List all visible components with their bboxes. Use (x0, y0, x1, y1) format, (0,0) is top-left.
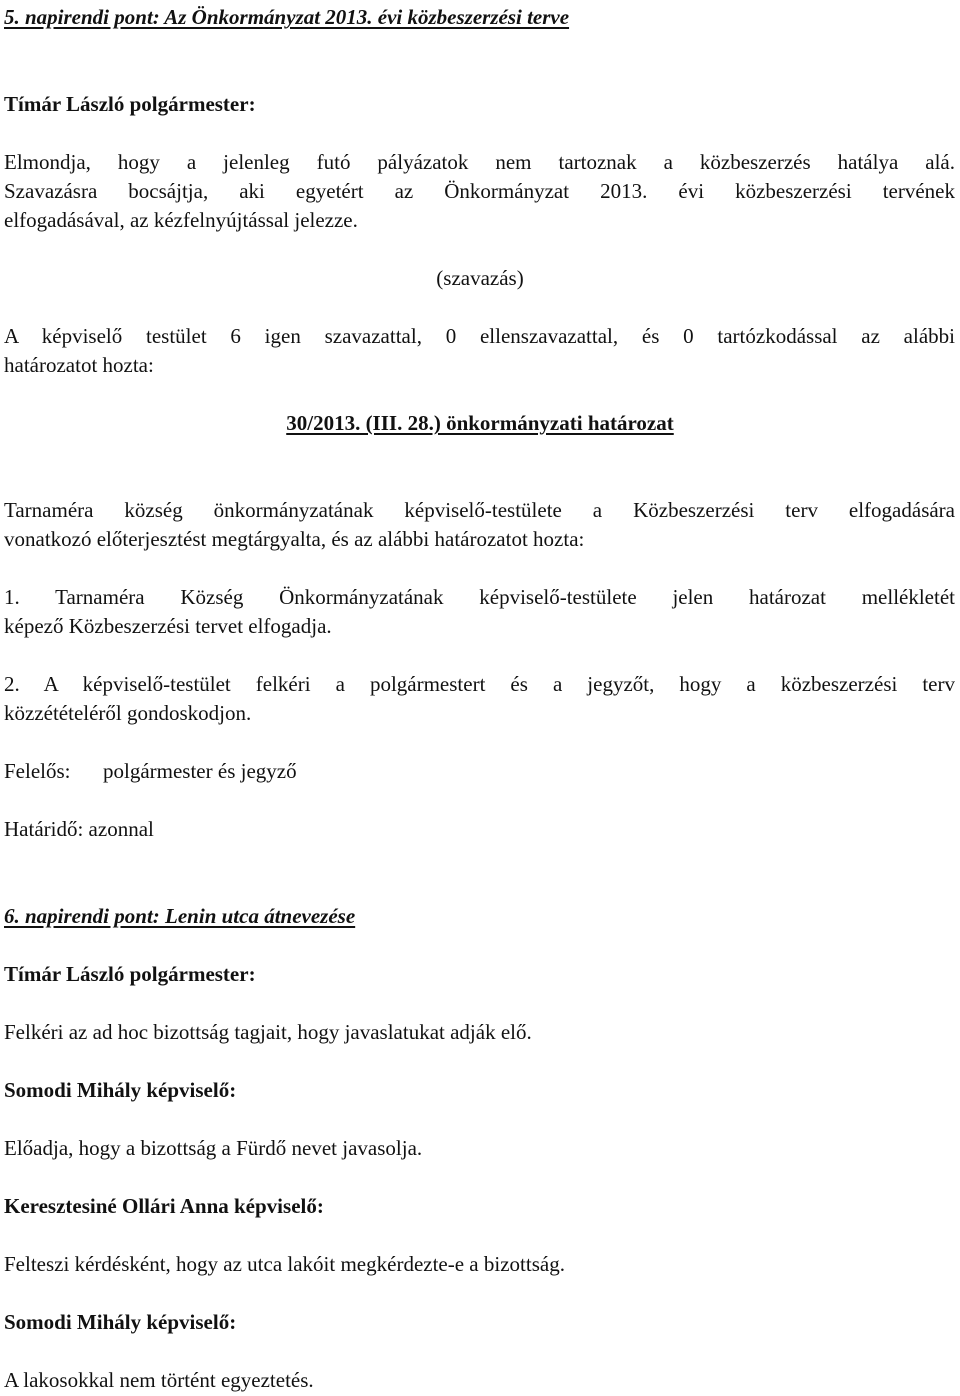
section-heading: 6. napirendi pont: Lenin utca átnevezése (4, 904, 356, 928)
resolution-point-2-line: közzétételéről gondoskodjon. (4, 701, 252, 725)
resolution-intro-line: vonatkozó előterjesztést megtárgyalta, és az alábbi határozatot hozta: (4, 527, 585, 551)
paragraph-line: elfogadásával, az kézfelnyújtással jelezze. (4, 208, 358, 232)
vote-result-line: A képviselő testület 6 igen szavazattal, 0 ellenszavazattal, és 0 tartózkodással az alábbi (4, 324, 955, 348)
voting-note: (szavazás) (436, 266, 524, 290)
statement-text: Felkéri az ad hoc bizottság tagjait, hogy javaslatukat adják elő. (4, 1020, 532, 1044)
deadline-line: Határidő: azonnal (4, 817, 154, 841)
responsible-label: Felelős: (4, 759, 71, 783)
resolution-point-1-line: képező Közbeszerzési tervet elfogadja. (4, 614, 332, 638)
responsible-value: polgármester és jegyző (103, 759, 297, 783)
statement-text: A lakosokkal nem történt egyeztetés. (4, 1368, 314, 1392)
vote-result-line: határozatot hozta: (4, 353, 154, 377)
resolution-intro-line: Tarnaméra község önkormányzatának képviselő-testülete a Közbeszerzési terv elfogadására (4, 498, 955, 522)
statement-text: Előadja, hogy a bizottság a Fürdő nevet javasolja. (4, 1136, 423, 1160)
speaker-name: Tímár László polgármester: (4, 962, 256, 986)
statement-text: Felteszi kérdésként, hogy az utca lakóit megkérdezte-e a bizottság. (4, 1252, 565, 1276)
speaker-name: Somodi Mihály képviselő: (4, 1310, 237, 1334)
paragraph-line: Elmondja, hogy a jelenleg futó pályázatok nem tartoznak a közbeszerzés hatálya alá. (4, 150, 955, 174)
paragraph-line: Szavazásra bocsájtja, aki egyetért az Önkormányzat 2013. évi közbeszerzési tervének (4, 179, 955, 203)
resolution-point-1-line: 1. Tarnaméra Község Önkormányzatának képviselő-testülete jelen határozat mellékletét (4, 585, 955, 609)
resolution-point-2-line: 2. A képviselő-testület felkéri a polgármestert és a jegyzőt, hogy a közbeszerzési terv (4, 672, 955, 696)
responsible-line (4, 757, 297, 786)
speaker-name: Somodi Mihály képviselő: (4, 1078, 237, 1102)
resolution-title (4, 409, 956, 438)
resolution-title-text: 30/2013. (III. 28.) önkormányzati határozat (286, 411, 674, 435)
section-heading: 5. napirendi pont: Az Önkormányzat 2013. évi közbeszerzési terve (4, 5, 570, 29)
speaker-name: Keresztesiné Ollári Anna képviselő: (4, 1194, 324, 1218)
speaker-name: Tímár László polgármester: (4, 92, 256, 116)
